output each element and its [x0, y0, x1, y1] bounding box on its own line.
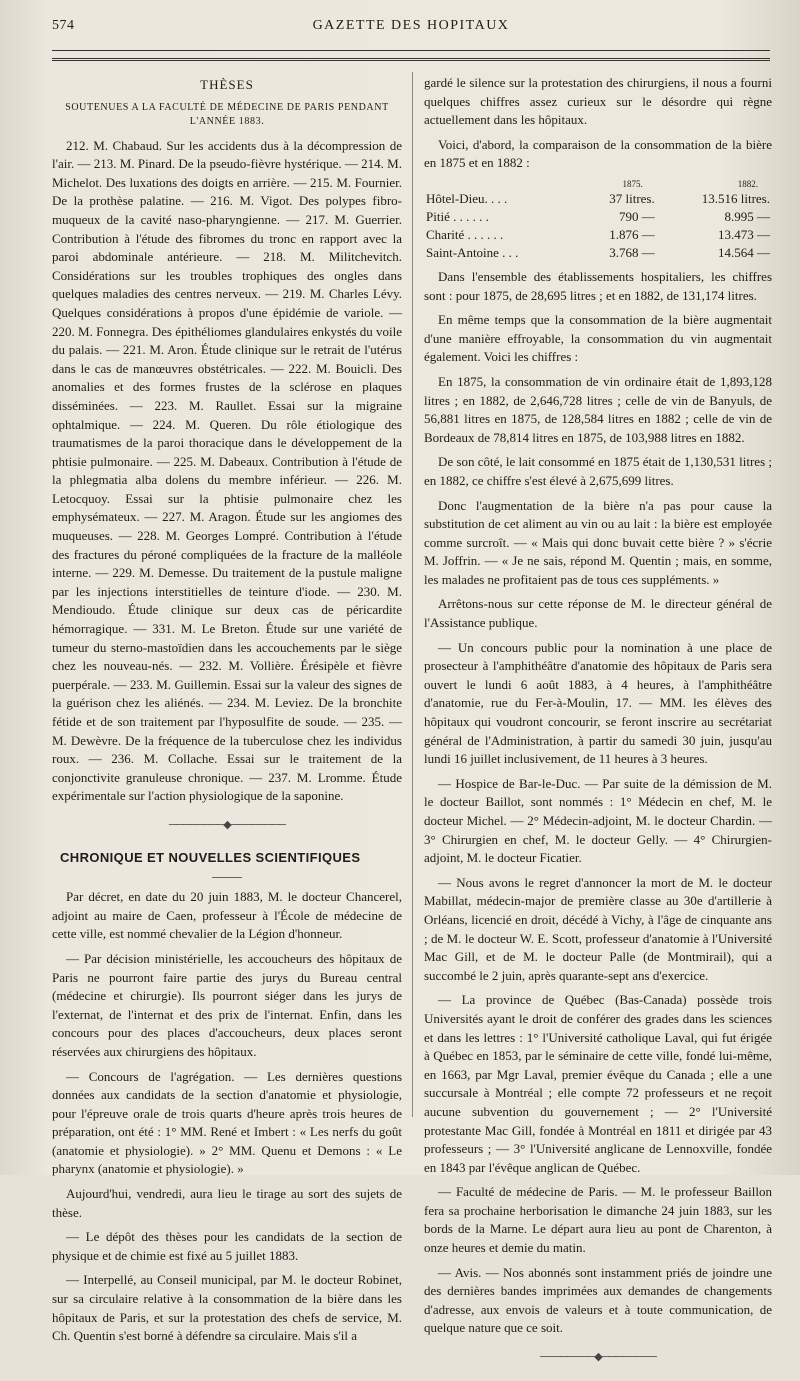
value-1875: 37 litres. — [609, 190, 655, 206]
news-paragraph: — Un concours public pour la nomination à une place de prosecteur à l'amphithéâtre d'anatomie des hôpitaux de Paris sera ouvert le lundi 6 août 1883, à 4 heures, à l'amphithéâtre d'anatomie, rue du Fer-à-Moulin, 17. — MM. les élèves des hôpitaux qui voudront concourir, se feront inscrire au secrétariat général de l'Administration, à partir du samedi 30 juin, jusqu'au lundi 16 juillet inclusivement, de 11 heures à 3 heures. — [424, 639, 772, 767]
news-paragraph: — Hospice de Bar-le-Duc. — Par suite de la démission de M. le docteur Baillot, sont nommés : 1° Médecin en chef, M. le docteur Michel. — 2° Médecin-adjoint, M. le docteur Chardin. — 3° Chirurgien en chef, M. le docteur Gelly. — 4° Chirurgien-adjoint, M. le docteur Ficatier. — [424, 775, 772, 866]
short-rule — [212, 877, 242, 878]
page-header — [52, 18, 770, 42]
section-divider-ornament: ────────◆──────── — [168, 818, 286, 831]
hospital-name: Charité . . . . . . — [426, 226, 504, 242]
news-paragraph: En 1875, la consommation de vin ordinaire était de 1,893,128 litres ; en 1882, de 2,646,728 litres ; celle de vin de Banyuls, de 56,881 litres en 1875, de 128,584 litres en 1882 ; celle de vin de Bordeaux de 78,814 litres en 1875, de 103,988 litres en 1882. — [424, 373, 772, 445]
theses-list: 212. M. Chabaud. Sur les accidents dus à la décompression de l'air. — 213. M. Pinard. De la pseudo-fièvre hystérique. — 214. M. Michelot. Des luxations des doigts en arrière. — 215. M. Fournier. De la prothèse palatine. — 216. M. Vigot. Des polypes fibro-muqueux de la cavité naso-pharyngienne. — 217. M. Guerrier. Contribution à l'étude des fibromes du tronc en rapport avec la paroi abdominale antérieure. — 218. M. Militchevitch. Considérations sur les troubles trophiques des ongles dans quelques maladies des centres nerveux. — 219. M. Charles Lévy. Quelques considérations à propos d'une épidémie de variole. — 220. M. Fonnegra. Des épithéliomes glandulaires enkystés du voile du palais. — 221. M. Aron. Étude clinique sur le retrait de l'utérus dans le cas de manœuvres obstétricales. — 222. M. Bouicli. Des anomalies et des formes frustes de la sclérose en plaques disséminées. — 223. M. Raullet. Essai sur la migraine ophtalmique. — 224. M. Queren. Du rôle étiologique des traumatismes de la paroi thoracique dans le développement de la phtisie pulmonaire. — 225. M. Dabeaux. Contribution à l'étude de la phlegmatia alba dolens du membre inférieur. — 226. M. Letocquoy. Essai sur la phtisie pulmonaire chez les emphysémateux. — 227. M. Aragon. Étude sur les angiomes des muqueuses. — 228. M. Georges Lompré. Contribution à l'étude des fractures du péroné compliquées de la fracture de la malléole interne. — 229. M. Demesse. Du traitement de la pustule maligne par les injections interstitielles de teinture d'iode. — 230. M. Mendioudo. Étude clinique sur deux cas de péricardite hémorragique. — 331. M. Le Breton. Étude sur une variété de tumeur du sterno-mastoïdien dans les accouchements par le siège chez les nouveau-nés. — 232. M. Vollière. Érésipèle et fièvre puerpérale. — 233. M. Guillemin. Essai sur la valeur des signes de la guérison chez les aliénés. — 234. M. Leviez. De la bronchite fétide et de son traitement par l'hyposulfite de soude. — 235. — M. Dewèvre. De la fréquence de la tuberculose chez les individus roux. — 236. M. Collache. Essai sur le traitement de la conjonctivite granuleuse chronique. — 237. M. Lromme. Étude expérimentale sur l'action physiologique de la saponine. — [52, 137, 402, 804]
news-paragraph: — Le dépôt des thèses pour les candidats de la section de physique et de chimie est fixé au 5 juillet 1883. — [52, 1229, 402, 1263]
hospital-name: Saint-Antoine . . . — [426, 244, 519, 260]
news-paragraph: En même temps que la consommation de la bière augmentait d'une manière effroyable, la consommation du vin augmentait également. Voici les chiffres : — [424, 312, 772, 365]
value-1882: 13.516 litres. — [701, 190, 770, 206]
hospital-name: Hôtel-Dieu. . . . — [426, 190, 508, 206]
end-ornament: ────────◆──────── — [539, 1351, 657, 1364]
value-1875: 1.876 — — [609, 226, 655, 242]
value-1875: 3.768 — — [609, 244, 655, 260]
news-paragraph: gardé le silence sur la protestation des chirurgiens, il nous a fourni quelques chiffres assez curieux sur le désordre qui règne actuellement dans les hôpitaux. — [424, 75, 772, 128]
chronique-title: CHRONIQUE ET NOUVELLES SCIENTIFIQUES — [60, 849, 361, 865]
table-header-1875: 1875. — [622, 178, 643, 189]
news-paragraph: Dans l'ensemble des établissements hospitaliers, les chiffres sont : pour 1875, de 28,695 litres ; et en 1882, de 131,174 litres. — [424, 268, 772, 303]
table-row — [424, 208, 772, 226]
news-paragraph: Arrêtons-nous sur cette réponse de M. le directeur général de l'Assistance publique. — [424, 596, 772, 631]
value-1875: 790 — — [619, 208, 655, 224]
news-paragraph: Aujourd'hui, vendredi, aura lieu le tirage au sort des sujets de thèse. — [52, 1186, 402, 1220]
header-double-rule — [52, 58, 770, 61]
table-row — [424, 244, 772, 262]
news-paragraph: Donc l'augmentation de la bière n'a pas pour cause la substitution de cet aliment au vin ou au lait : la bière est employée comme surcroît. — « Mais qui donc buvait cette bière ? » s'écrie M. Joffrin. — « Je ne sais, répond M. Quentin ; mais, en somme, les malades ne profitaient pas de tous ces suppléments. » — [424, 497, 772, 587]
table-header-1882: 1882. — [737, 178, 758, 189]
column-separator — [412, 72, 413, 1117]
news-paragraph: — Avis. — Nos abonnés sont instamment priés de joindre une des dernières bandes imprimées aux demandes de changements d'adresse, aux envois de valeurs et à toute communication, de quelque nature que ce soit. — [424, 1264, 772, 1336]
right-column — [424, 74, 772, 1381]
news-paragraph: Voici, d'abord, la comparaison de la consommation de la bière en 1875 et en 1882 : — [424, 136, 772, 171]
value-1882: 14.564 — — [718, 244, 770, 260]
value-1882: 8.995 — — [724, 208, 770, 224]
left-column — [52, 74, 402, 1352]
table-row — [424, 190, 772, 208]
theses-title: THÈSES — [200, 77, 254, 92]
news-paragraph: — Par décision ministérielle, les accoucheurs des hôpitaux de Paris ne pourront faire partie des jurys du Bureau central (médecine et chirurgie). Ils pourront siéger dans les jurys de l'externat, de l'internat et des prix de l'internat. Enfin, dans les concours pour des places d'accoucheurs, deux places seront réservées aux chirurgiens des hôpitaux. — [52, 950, 402, 1059]
news-paragraph: — Faculté de médecine de Paris. — M. le professeur Baillon fera sa prochaine herborisation le dimanche 24 juin 1883, sur les bords de la Marne. Le départ aura lieu au pont de Charenton, à onze heures et demie du matin. — [424, 1184, 772, 1256]
news-paragraph: — Nous avons le regret d'annoncer la mort de M. le docteur Mabillat, médecin-major de première classe au 30e d'artillerie à Orléans, licencié en droit, décédé à Vichy, à l'âge de cinquante ans ; de M. le docteur W. E. Scott, professeur d'anatomie à l'Université Mac Gill, et de M. le docteur Palle (de Montmirail), qui a succombé le 2 juin, après quarante-sept ans d'exercice. — [424, 874, 772, 983]
beer-consumption-table — [424, 179, 772, 262]
page-number: 574 — [52, 18, 75, 33]
news-paragraph: — La province de Québec (Bas-Canada) possède trois Universités ayant le droit de conférer des grades dans les sciences et dans les lettres : 1° l'Université catholique Laval, qui fut érigée à Québec en 1853, par le séminaire de cette ville, fondé lui-même, en 1663, par Mgr Laval, premier évêque du Canada ; elle a une succursale à Montréal ; elle compte 72 professeurs et ne reçoit aucune subvention du gouvernement ; — 2° l'Université protestante Mac Gill, fondée à Montréal en 1811 et dirigée par 43 professeurs ; — 3° l'Université anglicane de Lennoxville, fondée en 1843 par l'évêque anglican de Québec. — [424, 992, 772, 1175]
header-rule — [52, 50, 770, 51]
table-row — [424, 226, 772, 244]
news-paragraph: Par décret, en date du 20 juin 1883, M. le docteur Chancerel, adjoint au maire de Caen, professeur à l'École de médecine de cette ville, est nommé chevalier de la Légion d'honneur. — [52, 889, 402, 942]
theses-subtitle: SOUTENUES A LA FACULTÉ DE MÉDECINE DE PARIS PENDANT L'ANNÉE 1883. — [65, 101, 389, 127]
news-paragraph: — Concours de l'agrégation. — Les dernières questions données aux candidats de la section d'anatomie et physiologie, pour l'épreuve orale de trois quarts d'heure après trois heures de préparation, ont été : 1° MM. René et Imbert : « Les nerfs du goût (anatomie et physiologie). » 2° MM. Quenu et Demons : « Le pharynx (anatomie et physiologie). » — [52, 1068, 402, 1177]
running-title: GAZETTE DES HOPITAUX — [312, 18, 510, 33]
news-paragraph: — Interpellé, au Conseil municipal, par M. le docteur Robinet, sur sa circulaire relative à la consommation de la bière dans les hôpitaux de Paris, et sur la protestation des chefs de service, M. Ch. Quentin s'est borné à défendre sa circulaire. Mais s'il a — [52, 1272, 402, 1344]
value-1882: 13.473 — — [718, 226, 770, 242]
news-paragraph: De son côté, le lait consommé en 1875 était de 1,130,531 litres ; en 1882, ce chiffre s'est élevé à 2,675,699 litres. — [424, 454, 772, 488]
hospital-name: Pitié . . . . . . — [426, 208, 489, 224]
